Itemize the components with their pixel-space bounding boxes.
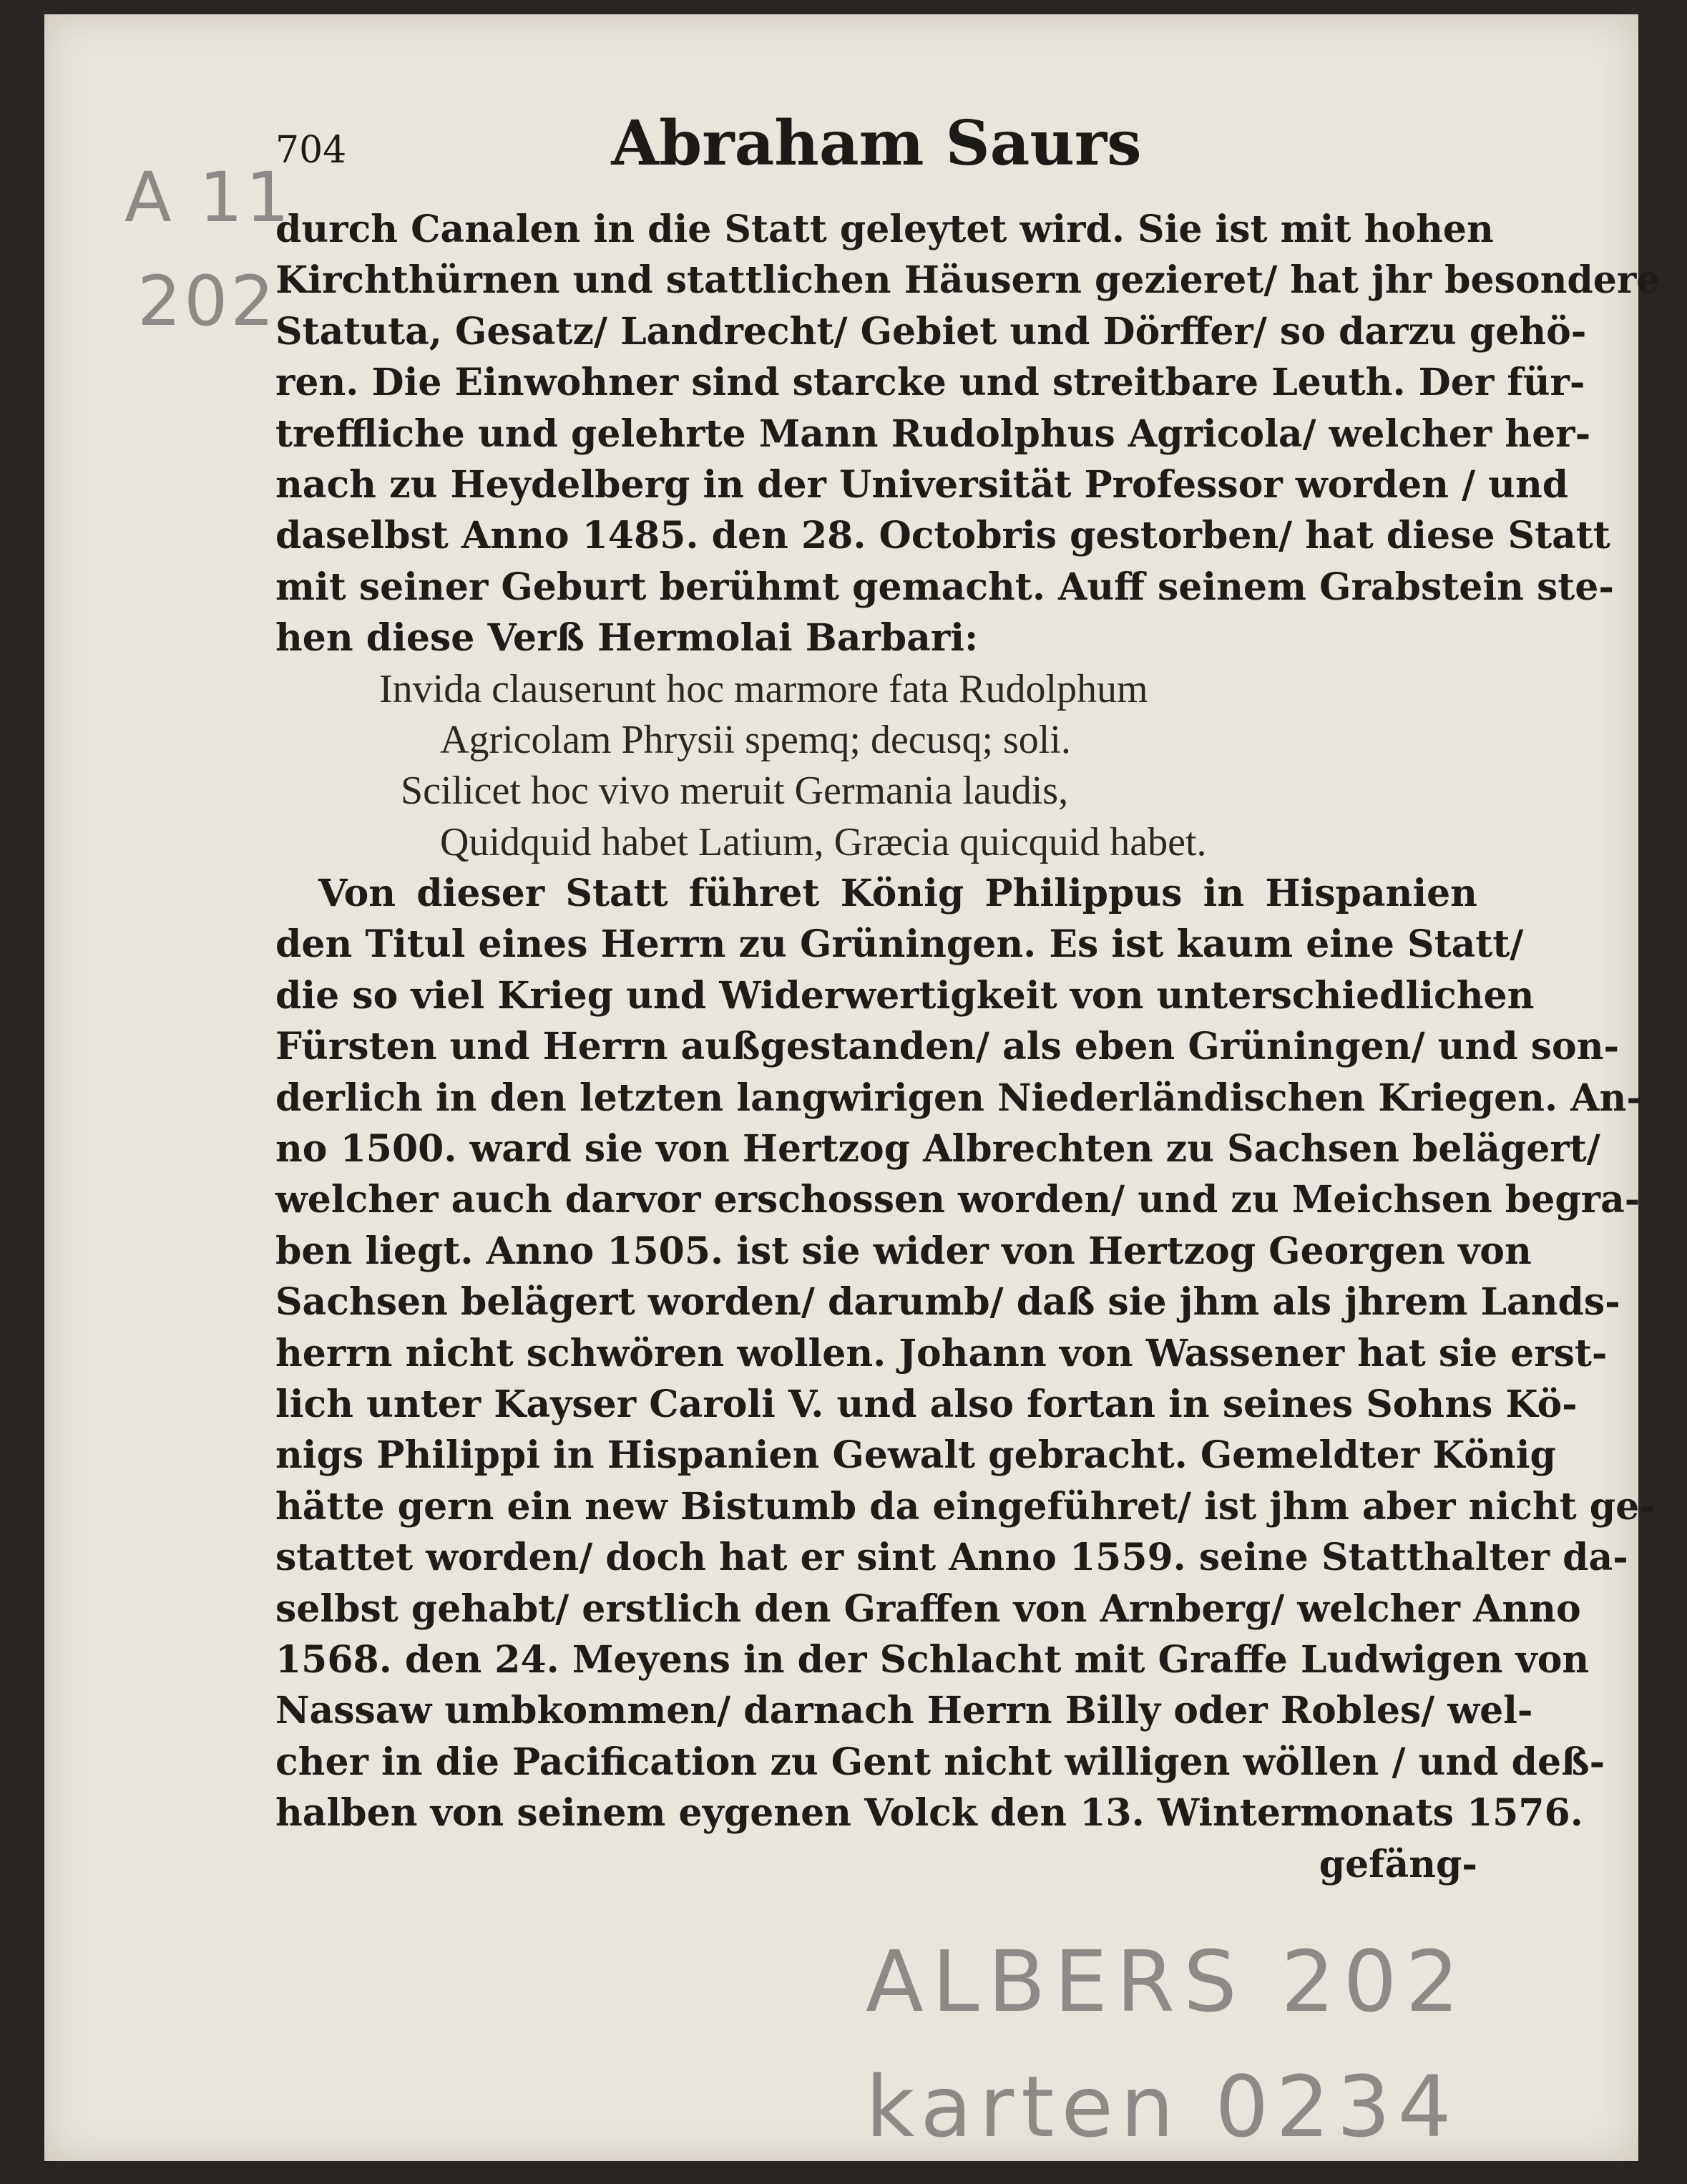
pencil-shelfmark-b: 202 bbox=[137, 261, 278, 341]
text-line: lich unter Kayser Caroli V. und also fortan in seines Sohns Kö- bbox=[275, 1382, 1578, 1426]
verse-line: Quidquid habet Latium, Græcia quicquid habet. bbox=[440, 819, 1207, 864]
text-line: hätte gern ein new Bistumb da eingeführet/ ist jhm aber nicht ge- bbox=[275, 1484, 1655, 1529]
pencil-mark-karten: karten 0234 bbox=[866, 2057, 1459, 2156]
text-line: Kirchthürnen und stattlichen Häusern gezieret/ hat jhr besondere bbox=[275, 258, 1661, 303]
text-line: Nassaw umbkommen/ darnach Herrn Billy oder Robles/ wel- bbox=[275, 1689, 1533, 1733]
running-title: Abraham Saurs bbox=[611, 107, 1142, 180]
text-line: halben von seinem eygenen Volck den 13. Wintermonats 1576. bbox=[275, 1791, 1583, 1836]
text-line: cher in die Pacification zu Gent nicht willigen wöllen / und deß- bbox=[275, 1740, 1605, 1784]
text-line: herrn nicht schwören wollen. Johann von Wassener hat sie erst- bbox=[275, 1331, 1608, 1375]
text-line: welcher auch darvor erschossen worden/ und zu Meichsen begra- bbox=[275, 1178, 1640, 1222]
text-line: ren. Die Einwohner sind starcke und streitbare Leuth. Der für- bbox=[275, 361, 1585, 405]
text-line: Von dieser Statt führet König Philippus in Hispanien bbox=[318, 872, 1477, 916]
text-line: hen diese Verß Hermolai Barbari: bbox=[275, 616, 979, 660]
text-line: daselbst Anno 1485. den 28. Octobris gestorben/ hat diese Statt bbox=[275, 514, 1610, 558]
page-header bbox=[275, 107, 1477, 186]
text-line: ben liegt. Anno 1505. ist sie wider von Hertzog Georgen von bbox=[275, 1229, 1532, 1273]
text-line: treffliche und gelehrte Mann Rudolphus Agricola/ welcher her- bbox=[275, 411, 1591, 456]
text-line: 1568. den 24. Meyens in der Schlacht mit Graffe Ludwigen von bbox=[275, 1637, 1590, 1682]
text-line: durch Canalen in die Statt geleytet wird. Sie ist mit hohen bbox=[275, 208, 1494, 251]
text-line: selbst gehabt/ erstlich den Graffen von Arnberg/ welcher Anno bbox=[275, 1586, 1581, 1631]
verse-line: Scilicet hoc vivo meruit Germania laudis, bbox=[401, 769, 1069, 814]
verse-line: Agricolam Phrysii spemq; decusq; soli. bbox=[440, 717, 1071, 762]
text-line: den Titul eines Herrn zu Grüningen. Es ist kaum eine Statt/ bbox=[275, 922, 1524, 967]
page-number: 704 bbox=[275, 129, 347, 172]
text-line: Sachsen belägert worden/ darumb/ daß sie jhm als jhrem Lands- bbox=[275, 1280, 1620, 1325]
text-line: derlich in den letzten langwirigen Niederländischen Kriegen. An- bbox=[275, 1076, 1642, 1120]
pencil-mark-albers: ALBERS 202 bbox=[866, 1932, 1468, 2031]
verse-line: Invida clauserunt hoc marmore fata Rudolphum bbox=[379, 666, 1148, 711]
catchword: gefäng- bbox=[1319, 1842, 1477, 1886]
text-line: no 1500. ward sie von Hertzog Albrechten zu Sachsen belägert/ bbox=[275, 1127, 1600, 1171]
text-line: die so viel Krieg und Widerwertigkeit von unterschiedlichen bbox=[275, 973, 1535, 1018]
text-line: mit seiner Geburt berühmt gemacht. Auff seinem Grabstein ste- bbox=[275, 565, 1614, 609]
text-line: stattet worden/ doch hat er sint Anno 1559. seine Statthalter da- bbox=[275, 1536, 1628, 1580]
text-line: Statuta, Gesatz/ Landrecht/ Gebiet und Dörffer/ so darzu gehö- bbox=[275, 309, 1587, 354]
pencil-shelfmark-a: A 11 bbox=[124, 157, 293, 238]
text-line: nach zu Heydelberg in der Universität Professor worden / und bbox=[275, 462, 1569, 507]
text-line: Fürsten und Herrn außgestanden/ als eben Grüningen/ und son- bbox=[275, 1025, 1620, 1069]
text-line: nigs Philippi in Hispanien Gewalt gebracht. Gemeldter König bbox=[275, 1433, 1556, 1478]
text-block bbox=[275, 204, 1661, 1890]
